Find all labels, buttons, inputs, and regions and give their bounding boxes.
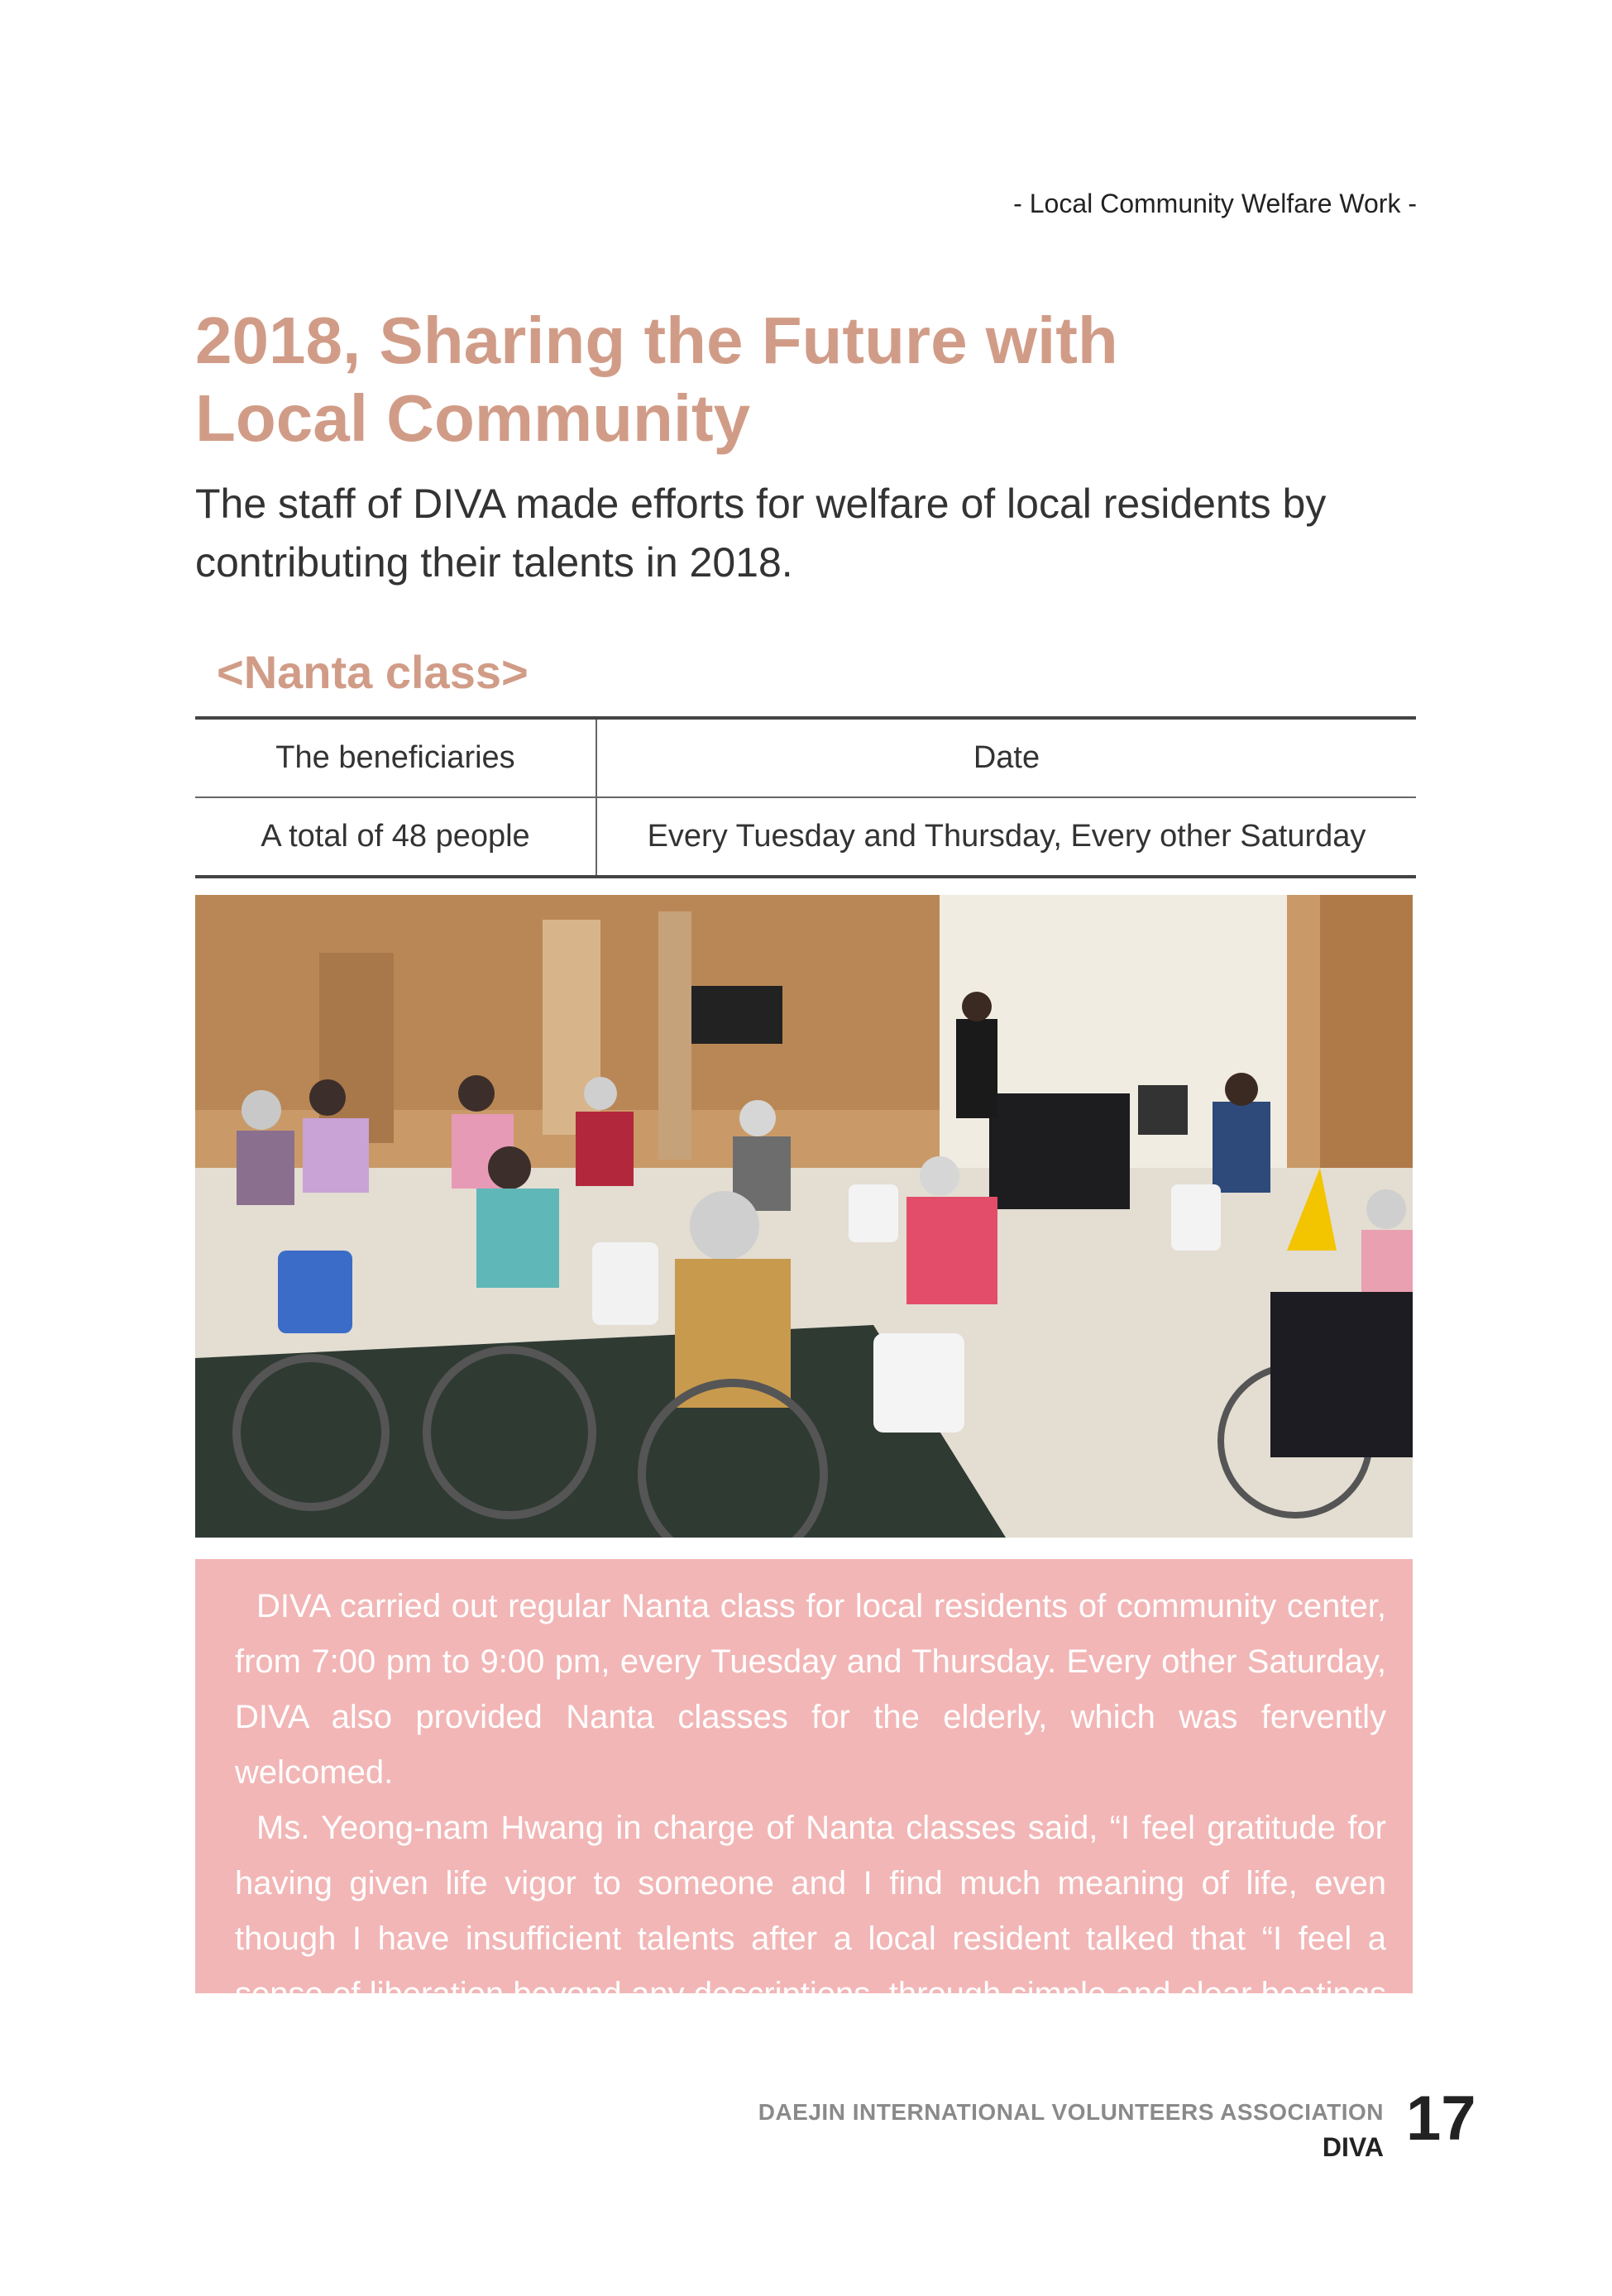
info-table: [195, 716, 1416, 878]
footer-organization: DAEJIN INTERNATIONAL VOLUNTEERS ASSOCIATION: [758, 2099, 1384, 2125]
footer-brand: DIVA: [1322, 2132, 1384, 2162]
description-box: [195, 1559, 1413, 2068]
description-paragraph-1: DIVA carried out regular Nanta class for local residents of community center, from 7:00 pm to 9:00 pm, every Tuesday and Thursday. Every other Saturday, DIVA also provided Nanta classes for the elderly, which was fervently welcomed.: [235, 1588, 1386, 1791]
table-cell-beneficiaries: A total of 48 people: [195, 797, 596, 877]
nanta-class-photo: [195, 895, 1413, 1538]
section-label: - Local Community Welfare Work -: [1013, 189, 1417, 218]
table-cell-date: Every Tuesday and Thursday, Every other Saturday: [596, 797, 1416, 877]
description-paragraph-2: Ms. Yeong-nam Hwang in charge of Nanta classes said, “I feel gratitude for having given life vigor to someone and I find much meaning of life, even though I have insufficient talents after a local resident talked that “I feel a sense of liberation beyond any descriptions, through simple and clear beatings in the complex world.”: [235, 1810, 1386, 2068]
table-row: [195, 797, 1416, 877]
page-title: [195, 302, 1436, 457]
page-number: 17: [1406, 2083, 1476, 2154]
title-line-1: 2018, Sharing the Future with: [195, 304, 1118, 377]
table-header-beneficiaries: The beneficiaries: [195, 718, 596, 797]
title-line-2: Local Community: [195, 381, 751, 455]
table-header-date: Date: [596, 718, 1416, 797]
class-heading: <Nanta class>: [217, 646, 529, 698]
intro-text: The staff of DIVA made efforts for welfare of local residents by contributing their talents in 2018.: [195, 481, 1327, 586]
table-header-row: [195, 718, 1416, 797]
